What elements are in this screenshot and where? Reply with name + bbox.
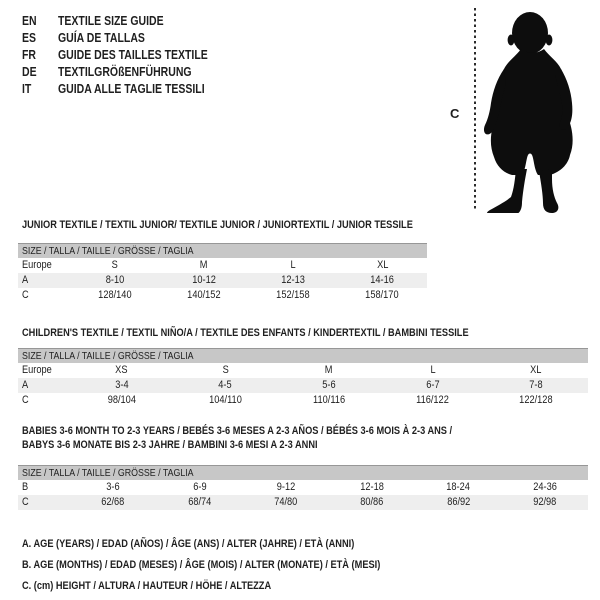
language-code-text: FR xyxy=(22,48,37,62)
table-cell xyxy=(502,480,588,495)
legend-line-c xyxy=(22,581,449,592)
table-cell xyxy=(381,378,485,393)
guide-title-translation: TEXTILE SIZE GUIDE xyxy=(58,14,164,28)
table-cell xyxy=(174,393,278,408)
row-label xyxy=(18,480,70,495)
size-header-text: SIZE / TALLA / TAILLE / GRÖSSE / TAGLIA xyxy=(22,245,194,257)
row-label xyxy=(18,393,70,408)
cell-text: 6-9 xyxy=(192,481,207,493)
language-row-es xyxy=(22,30,236,47)
table-cell xyxy=(329,495,415,510)
table-row-europe xyxy=(18,363,588,378)
row-label-text: Europe xyxy=(22,259,52,271)
cell-text: 92/98 xyxy=(533,496,557,508)
size-header-text: SIZE / TALLA / TAILLE / GRÖSSE / TAGLIA xyxy=(22,350,194,362)
table-cell xyxy=(484,393,588,408)
language-row-fr xyxy=(22,47,236,64)
legend xyxy=(22,539,449,600)
row-label xyxy=(18,378,70,393)
cell-text: 10-12 xyxy=(192,274,216,286)
language-code xyxy=(22,30,58,47)
row-label xyxy=(18,495,70,510)
legend-line-b xyxy=(22,560,449,571)
junior-table-title-text: JUNIOR TEXTILE / TEXTIL JUNIOR/ TEXTILE JUNIOR / JUNIORTEXTIL / JUNIOR TESSILE xyxy=(22,219,413,231)
table-cell xyxy=(70,378,174,393)
cell-text: 7-8 xyxy=(529,379,543,391)
babies-table-title-line2: BABYS 3-6 MONATE BIS 2-3 JAHRE / BAMBINI 3-6 MESI A 2-3 ANNI xyxy=(22,439,318,451)
legend-line-b-text: B. AGE (MONTHS) / EDAD (MESES) / ÂGE (MOIS) / ALTER (MONATE) / ETÀ (MESI) xyxy=(22,559,381,571)
cell-text: XS xyxy=(115,364,128,376)
table-row-age xyxy=(18,273,427,288)
babies-table-title-line1: BABIES 3-6 MONTH TO 2-3 YEARS / BEBÉS 3-6 MESES A 2-3 AÑOS / BÉBÉS 3-6 MOIS À 2-3 ANS / xyxy=(22,425,453,437)
height-dotted-line xyxy=(474,8,476,210)
table-cell xyxy=(156,495,242,510)
cell-text: 104/110 xyxy=(209,394,242,406)
size-column-header xyxy=(249,258,338,273)
cell-text: 5-6 xyxy=(322,379,336,391)
cell-text: M xyxy=(200,259,208,271)
cell-text: 128/140 xyxy=(97,289,132,301)
size-column-header xyxy=(70,258,159,273)
legend-line-c-text: C. (cm) HEIGHT / ALTURA / HAUTEUR / HÖHE / ALTEZZA xyxy=(22,580,272,592)
size-header-bar xyxy=(18,465,588,480)
size-column-header xyxy=(159,258,248,273)
table-cell xyxy=(243,480,329,495)
junior-size-table xyxy=(18,243,427,303)
size-column-header xyxy=(484,363,588,378)
cell-text: 62/68 xyxy=(101,496,125,508)
table-cell xyxy=(415,495,501,510)
table-row-age-months xyxy=(18,480,588,495)
row-label-text: C xyxy=(22,394,29,406)
size-column-header xyxy=(277,363,381,378)
cell-text: 68/74 xyxy=(187,496,212,508)
cell-text: XL xyxy=(376,259,389,271)
row-label-text: C xyxy=(22,289,29,301)
cell-text: 158/170 xyxy=(365,289,400,301)
cell-text: 116/122 xyxy=(416,394,449,406)
table-row-age xyxy=(18,378,588,393)
table-cell xyxy=(329,480,415,495)
legend-line-a xyxy=(22,539,449,550)
cell-text: 24-36 xyxy=(532,481,557,493)
language-row-en xyxy=(22,13,236,30)
height-label-c: C xyxy=(450,106,460,121)
row-label-text: Europe xyxy=(22,364,52,376)
row-label-text: A xyxy=(22,274,29,286)
cell-text: L xyxy=(290,259,296,271)
junior-table-title xyxy=(22,218,487,232)
cell-text: 6-7 xyxy=(425,379,440,391)
table-cell xyxy=(70,393,174,408)
table-cell xyxy=(502,495,588,510)
cell-text: S xyxy=(111,259,118,271)
table-cell xyxy=(159,273,248,288)
baby-silhouette-icon xyxy=(482,7,584,213)
children-size-table xyxy=(18,348,588,408)
language-code xyxy=(22,13,58,30)
table-cell xyxy=(156,480,242,495)
cell-text: L xyxy=(430,364,436,376)
language-list xyxy=(22,13,236,98)
cell-text: 80/86 xyxy=(360,496,384,508)
size-column-header xyxy=(70,363,174,378)
table-cell xyxy=(338,273,427,288)
table-row-height xyxy=(18,393,588,408)
size-column-header xyxy=(174,363,278,378)
row-label xyxy=(18,258,70,273)
guide-title-translation: GUIDA ALLE TAGLIE TESSILI xyxy=(58,82,205,96)
cell-text: 3-6 xyxy=(106,481,120,493)
cell-text: 98/104 xyxy=(107,394,136,406)
size-column-header xyxy=(381,363,485,378)
cell-text: 12-13 xyxy=(281,274,305,286)
legend-line-a-text: A. AGE (YEARS) / EDAD (AÑOS) / ÂGE (ANS) / ALTER (JAHRE) / ETÀ (ANNI) xyxy=(22,538,355,550)
cell-text: 86/92 xyxy=(446,496,471,508)
table-cell xyxy=(70,480,156,495)
children-table-title-text: CHILDREN'S TEXTILE / TEXTIL NIÑO/A / TEXTILE DES ENFANTS / KINDERTEXTIL / BAMBINI TESSILE xyxy=(22,327,469,339)
row-label-text: B xyxy=(22,481,29,493)
cell-text: 12-18 xyxy=(360,481,384,493)
children-table-title xyxy=(22,326,554,340)
language-code xyxy=(22,47,58,64)
table-cell xyxy=(159,288,248,303)
language-code-text: IT xyxy=(22,82,32,96)
table-cell xyxy=(70,288,159,303)
table-row-height xyxy=(18,288,427,303)
table-cell xyxy=(338,288,427,303)
row-label-text: A xyxy=(22,379,29,391)
table-cell xyxy=(249,273,338,288)
table-cell xyxy=(249,288,338,303)
size-header-text: SIZE / TALLA / TAILLE / GRÖSSE / TAGLIA xyxy=(22,467,194,479)
row-label xyxy=(18,288,70,303)
language-row-de xyxy=(22,64,236,81)
cell-text: 122/128 xyxy=(519,394,553,406)
language-code xyxy=(22,81,58,98)
cell-text: 140/152 xyxy=(187,289,221,301)
table-cell xyxy=(277,393,381,408)
language-code-text: DE xyxy=(22,65,37,79)
table-cell xyxy=(277,378,381,393)
language-code xyxy=(22,64,58,81)
size-header-bar xyxy=(18,243,427,258)
language-code-text: ES xyxy=(22,31,37,45)
cell-text: 3-4 xyxy=(115,379,129,391)
cell-text: S xyxy=(222,364,229,376)
table-cell xyxy=(415,480,501,495)
table-cell xyxy=(243,495,329,510)
table-cell xyxy=(381,393,485,408)
cell-text: XL xyxy=(530,364,542,376)
cell-text: 9-12 xyxy=(276,481,296,493)
table-row-height xyxy=(18,495,588,510)
guide-title-translation: GUIDE DES TAILLES TEXTILE xyxy=(58,48,208,62)
table-cell xyxy=(484,378,588,393)
table-cell xyxy=(70,273,159,288)
table-cell xyxy=(70,495,156,510)
cell-text: M xyxy=(325,364,333,376)
size-column-header xyxy=(338,258,427,273)
cell-text: 18-24 xyxy=(446,481,471,493)
babies-size-table xyxy=(18,465,588,510)
guide-title-translation: TEXTILGRÖßENFÜHRUNG xyxy=(58,65,192,79)
row-label-text: C xyxy=(22,496,29,508)
row-label xyxy=(18,273,70,288)
cell-text: 4-5 xyxy=(218,379,233,391)
cell-text: 152/158 xyxy=(276,289,310,301)
babies-table-title xyxy=(22,424,534,452)
language-row-it xyxy=(22,81,236,98)
cell-text: 74/80 xyxy=(274,496,298,508)
cell-text: 110/116 xyxy=(312,394,345,406)
cell-text: 8-10 xyxy=(105,274,124,286)
table-row-europe xyxy=(18,258,427,273)
size-header-bar xyxy=(18,348,588,363)
cell-text: 14-16 xyxy=(370,274,395,286)
guide-title-translation: GUÍA DE TALLAS xyxy=(58,31,145,45)
language-code-text: EN xyxy=(22,14,37,28)
row-label xyxy=(18,363,70,378)
table-cell xyxy=(174,378,278,393)
